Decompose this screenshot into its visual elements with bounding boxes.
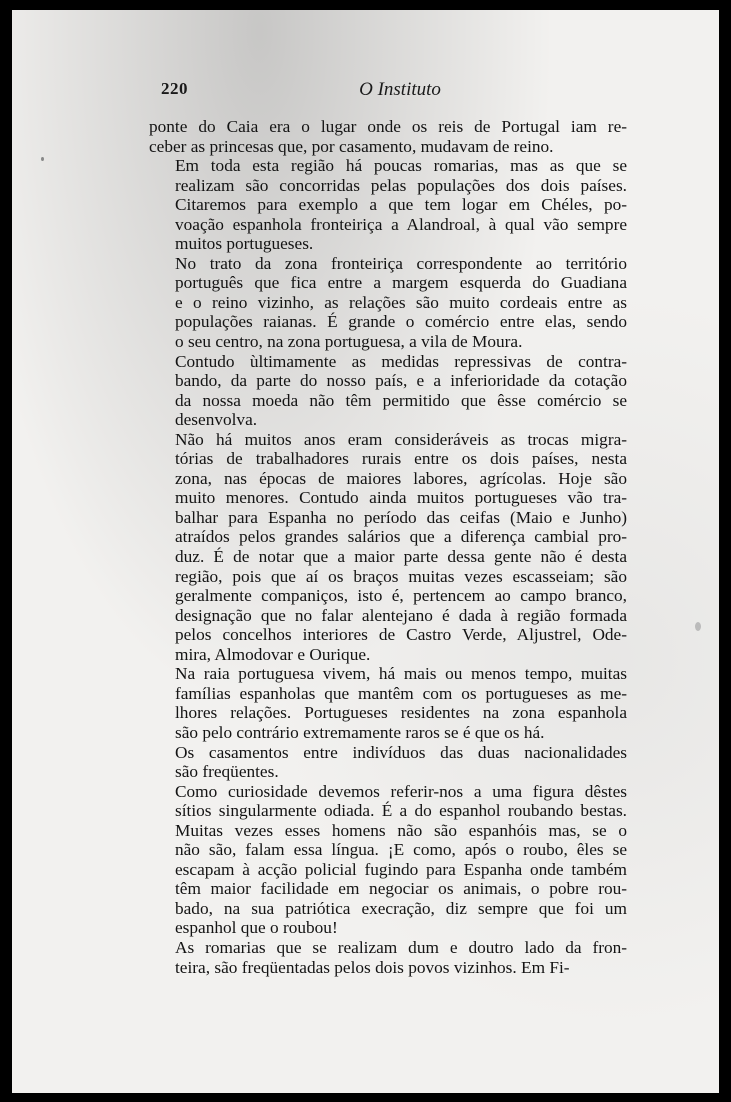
text-line: Na raia portuguesa vivem, há mais ou menos tempo, muitas [175,664,627,684]
page-header [161,79,639,103]
text-line: da nossa moeda não têm permitido que êsse comércio se [175,390,627,410]
text-line: são freqüentes. [175,762,279,782]
text-line: e o reino vizinho, as relações são muito cordeais entre as [175,292,627,312]
text-line: tórias de trabalhadores rurais entre os dois países, nesta [175,449,627,469]
text-line: bado, na sua patriótica execração, diz sempre que foi um [175,898,627,918]
text-line: desenvolva. [175,410,258,430]
text-line: populações raianas. É grande o comércio entre elas, sendo [175,312,627,332]
text-line: Como curiosidade devemos referir-nos a uma figura dêstes [175,781,627,801]
text-line: muitos portugueses. [175,234,314,254]
text-line: Citaremos para exemplo a que tem logar em Chéles, po- [175,195,627,215]
text-line: não são, falam essa língua. ¡E como, após o roubo, êles se [175,840,627,860]
paragraph [149,743,627,782]
text-line: bando, da parte do nosso país, e a inferioridade da cotação [175,371,627,391]
text-line: são pelo contrário extremamente raros se é que os há. [175,722,545,742]
text-line: No trato da zona fronteiriça correspondente ao território [175,253,627,273]
paragraph [149,254,627,352]
text-line: As romarias que se realizam dum e doutro lado da fron- [175,937,627,957]
text-line: Contudo ùltimamente as medidas repressivas de contra- [175,351,627,371]
text-line: Muitas vezes esses homens não são espanhóis mas, se o [175,820,627,840]
text-line: muito menores. Contudo ainda muitos portugueses vão tra- [175,488,627,508]
text-line: Os casamentos entre indivíduos das duas nacionalidades [175,742,627,762]
print-speck [41,157,44,161]
text-line: realizam são concorridas pelas populações dos dois países. [175,175,627,195]
print-speck [695,622,701,631]
text-line: escapam à acção policial fugindo para Espanha onde também [175,859,627,879]
text-line: Em toda esta região há poucas romarias, mas as que se [175,156,627,176]
page-number: 220 [161,79,188,98]
text-line: teira, são freqüentadas pelos dois povos vizinhos. Em Fi- [175,957,570,977]
paragraph [149,782,627,938]
text-line: espanhol que o roubou! [175,918,338,938]
text-line: português que fica entre a margem esquerda do Guadiana [175,273,627,293]
text-line: pelos concelhos interiores de Castro Verde, Aljustrel, Ode- [175,625,627,645]
text-line: atraídos pelos grandes salários que a diferença cambial pro- [175,527,627,547]
text-line: região, pois que aí os braços muitas vezes escasseiam; são [175,566,627,586]
body-text [149,117,627,977]
paragraph [149,352,627,430]
paragraph [149,664,627,742]
text-line: sítios singularmente odiada. É a do espanhol roubando bestas. [175,801,627,821]
paragraph [149,156,627,254]
text-line: têm maior facilidade em negociar os animais, o pobre rou- [175,879,627,899]
paragraph [149,938,627,977]
text-line: Não há muitos anos eram consideráveis as trocas migra- [175,429,627,449]
text-line: geralmente companiços, isto é, pertencem ao campo branco, [175,586,627,606]
paragraph [149,430,627,665]
text-line: designação que no falar alentejano é dada à região formada [175,605,627,625]
text-line: zona, nas épocas de maiores labores, agrícolas. Hoje são [175,468,627,488]
text-line: lhores relações. Portugueses residentes na zona espanhola [175,703,627,723]
text-line: famílias espanholas que mantêm com os portugueses as me- [175,683,627,703]
running-title: O Instituto [359,79,441,100]
text-line: duz. É de notar que a maior parte dessa gente não é desta [175,547,627,567]
text-line: ceber as princesas que, por casamento, mudavam de reino. [149,136,554,156]
text-line: mira, Almodovar e Ourique. [175,644,371,664]
text-line: o seu centro, na zona portuguesa, a vila de Moura. [175,332,523,352]
text-line: voação espanhola fronteiriça a Alandroal, à qual vão sempre [175,214,627,234]
paragraph [149,117,627,156]
text-line: balhar para Espanha no período das ceifas (Maio e Junho) [175,507,627,527]
text-line: ponte do Caia era o lugar onde os reis de Portugal iam re- [149,117,627,136]
